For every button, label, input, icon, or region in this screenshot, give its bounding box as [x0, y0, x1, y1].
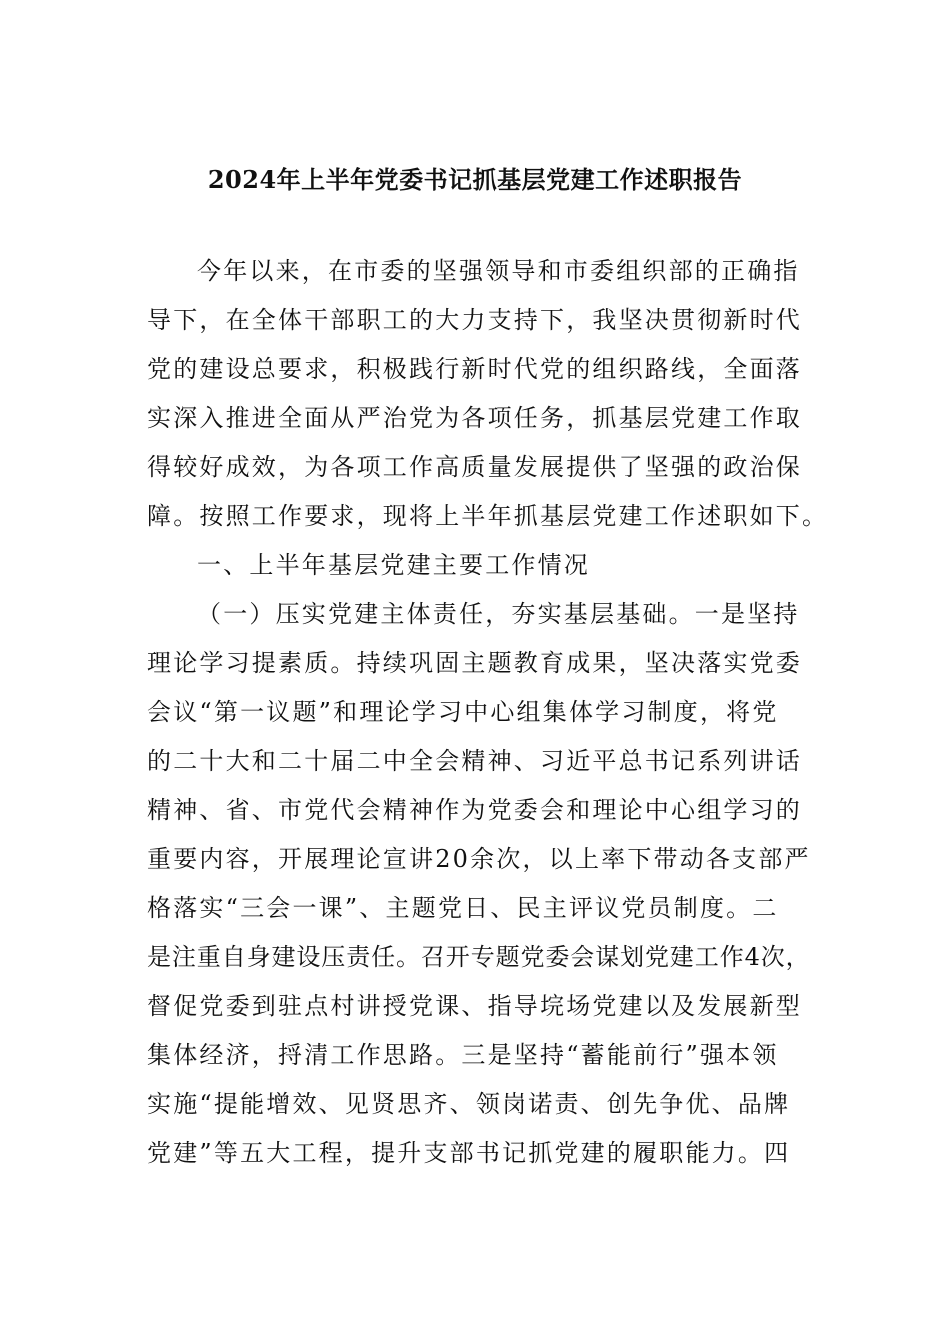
paragraph-section-1-line-8: 是注重自身建设压责任。召开专题党委会谋划党建工作4次， — [147, 943, 811, 971]
paragraph-intro-line-6: 障。按照工作要求，现将上半年抓基层党建工作述职如下。 — [147, 502, 829, 530]
section-heading-1: 一、上半年基层党建主要工作情况 — [197, 551, 590, 579]
document-title: 2024年上半年党委书记抓基层党建工作述职报告 — [207, 165, 743, 194]
paragraph-section-1-line-10: 集体经济，捋清工作思路。三是坚持“蓄能前行”强本领 — [147, 1041, 779, 1069]
paragraph-section-1-line-3: 会议“第一议题”和理论学习中心组集体学习制度，将党 — [147, 698, 779, 726]
paragraph-intro-line-2: 导下，在全体干部职工的大力支持下，我坚决贯彻新时代 — [147, 306, 802, 334]
paragraph-section-1-line-11: 实施“提能增效、见贤思齐、领岗诺责、创先争优、品牌 — [147, 1090, 791, 1118]
paragraph-intro-line-1: 今年以来，在市委的坚强领导和市委组织部的正确指 — [197, 257, 800, 285]
paragraph-intro-line-4: 实深入推进全面从严治党为各项任务，抓基层党建工作取 — [147, 404, 802, 432]
paragraph-section-1-line-12: 党建”等五大工程，提升支部书记抓党建的履职能力。四 — [147, 1139, 791, 1167]
paragraph-intro-line-5: 得较好成效，为各项工作高质量发展提供了坚强的政治保 — [147, 453, 802, 481]
paragraph-section-1-line-2: 理论学习提素质。持续巩固主题教育成果，坚决落实党委 — [147, 649, 802, 677]
paragraph-section-1-line-4: 的二十大和二十届二中全会精神、习近平总书记系列讲话 — [147, 747, 802, 775]
paragraph-section-1-line-5: 精神、省、市党代会精神作为党委会和理论中心组学习的 — [147, 796, 802, 824]
paragraph-section-1-line-7: 格落实“三会一课”、主题党日、民主评议党员制度。二 — [147, 894, 779, 922]
paragraph-section-1-line-1: （一）压实党建主体责任，夯实基层基础。一是坚持 — [197, 600, 800, 628]
paragraph-intro-line-3: 党的建设总要求，积极践行新时代党的组织路线，全面落 — [147, 355, 802, 383]
paragraph-section-1-line-9: 督促党委到驻点村讲授党课、指导垸场党建以及发展新型 — [147, 992, 802, 1020]
paragraph-section-1-line-6: 重要内容，开展理论宣讲20余次，以上率下带动各支部严 — [147, 845, 811, 873]
document-body — [147, 247, 829, 1178]
